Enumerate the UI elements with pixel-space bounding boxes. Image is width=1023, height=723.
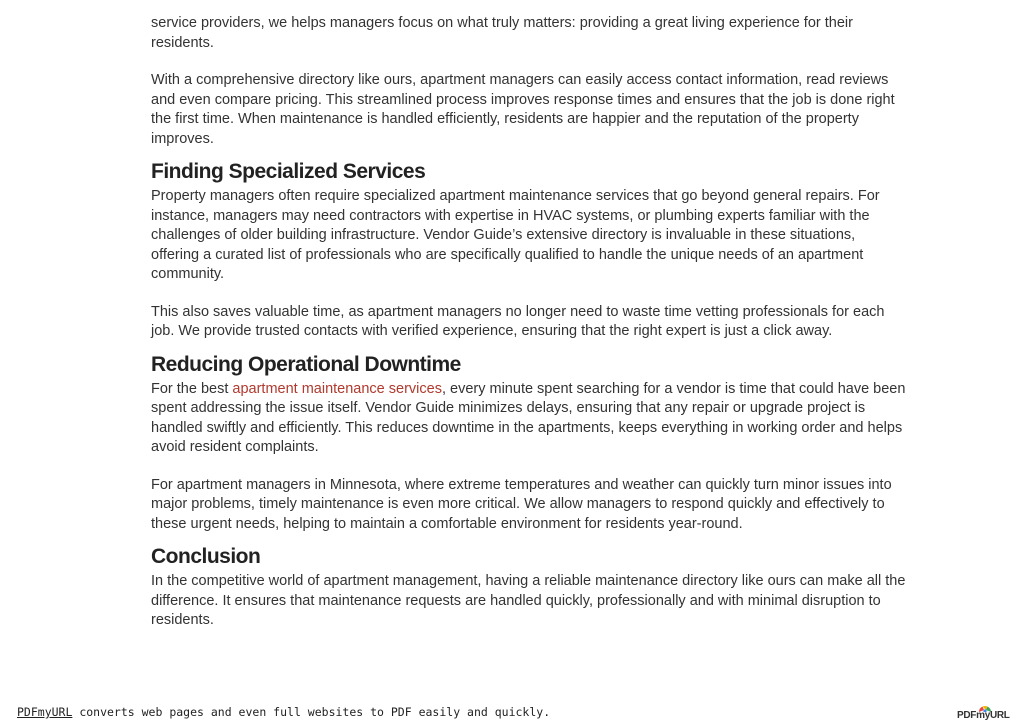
apartment-maintenance-services-link[interactable]: apartment maintenance services	[232, 380, 442, 397]
paragraph-text-before-link: For the best	[151, 380, 233, 397]
paragraph-text-after-link: , every minute spent searching for a vendor is time that could have been spent addressing the issue itself. Vendor Guide minimizes delays, ensuring that any repair or upgrade project is handled swiftly and efficiently. This reduces downtime in the apartments, keeps everything in working order and helps avoid resident complaints.	[151, 380, 906, 455]
conclusion-paragraph: In the competitive world of apartment management, having a reliable maintenance directory like ours can make all the difference. It ensures that maintenance requests are handled quickly, professionally and with minimal disruption to residents.	[151, 573, 906, 628]
pdfmyurl-logo[interactable]	[957, 704, 1009, 722]
pdf-footer	[17, 705, 550, 719]
footer-text: converts web pages and even full websites to PDF easily and quickly.	[72, 705, 551, 719]
article-body	[151, 14, 906, 649]
pdfmyurl-logo-text: PDFmyURL	[957, 710, 1010, 721]
operational-downtime-paragraph-2: For apartment managers in Minnesota, where extreme temperatures and weather can quickly turn minor issues into major problems, timely maintenance is even more critical. We allow managers to respond quickly and effectively to these urgent needs, helping to maintain a comfortable environment for residents year-round.	[151, 476, 892, 532]
section-heading-operational-downtime: Reducing Operational Downtime	[151, 352, 461, 376]
pdfmyurl-footer-link[interactable]: PDFmyURL	[17, 705, 73, 719]
section-heading-specialized-services: Finding Specialized Services	[151, 160, 426, 183]
specialized-services-paragraph-1: Property managers often require specialized apartment maintenance services that go beyond general repairs. For instance, managers may need contractors with expertise in HVAC systems, or plumbing experts familiar with the challenges of older building infrastructure. Vendor Guide’s extensive directory is invaluable in these situations, offering a curated list of professionals who are specifically qualified to handle the unique needs of an apartment community.	[151, 188, 880, 282]
intro-paragraph-continued: service providers, we helps managers focus on what truly matters: providing a great living experience for their residents.	[151, 15, 853, 51]
specialized-services-paragraph-2: This also saves valuable time, as apartment managers no longer need to waste time vetting professionals for each job. We provide trusted contacts with verified experience, ensuring that the right expert is just a click away.	[151, 303, 885, 339]
section-heading-conclusion: Conclusion	[151, 545, 261, 568]
intro-paragraph-2: With a comprehensive directory like ours, apartment managers can easily access contact information, read reviews and even compare pricing. This streamlined process improves response times and ensures that the job is done right the first time. When maintenance is handled efficiently, residents are happier and the reputation of the property improves.	[151, 72, 895, 147]
operational-downtime-paragraph-1	[151, 380, 906, 458]
